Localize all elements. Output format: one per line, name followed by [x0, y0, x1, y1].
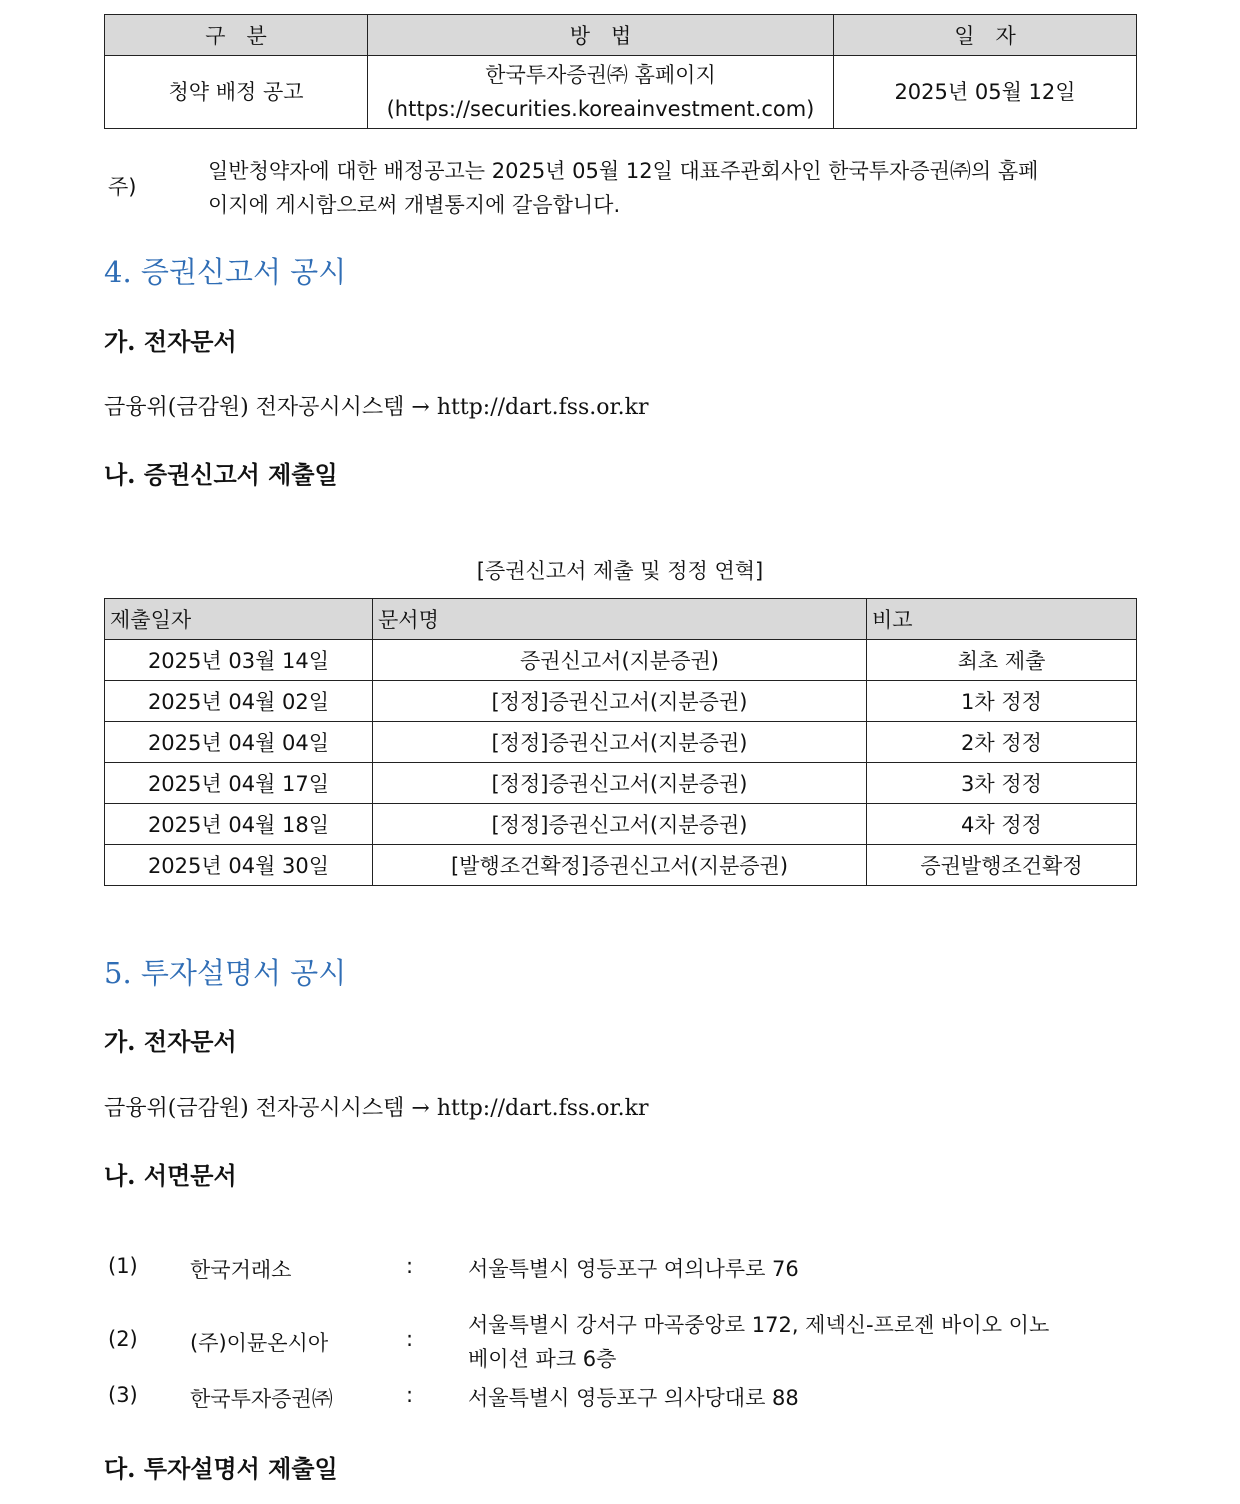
cell-remarks: 4차 정정	[867, 804, 1137, 845]
item-name: 한국거래소	[190, 1258, 292, 1282]
item-name: 한국투자증권㈜	[190, 1387, 333, 1411]
cell-method	[368, 56, 834, 129]
table-row	[105, 640, 1137, 681]
cell-date: 2025년 04월 04일	[105, 722, 373, 763]
header-method: 방 법	[368, 15, 834, 56]
cell-document: [정정]증권신고서(지분증권)	[373, 722, 867, 763]
address-line-1: 서울특별시 강서구 마곡중앙로 172, 제넥신-프로젠 바이오 이노	[468, 1313, 1050, 1337]
allocation-notice-table	[104, 14, 1137, 129]
cell-document: 증권신고서(지분증권)	[373, 640, 867, 681]
cell-document: [발행조건확정]증권신고서(지분증권)	[373, 845, 867, 886]
item-number: (1)	[108, 1254, 138, 1278]
method-line-2: (https://securities.koreainvestment.com)	[386, 97, 815, 121]
item-colon: :	[406, 1327, 414, 1351]
header-remarks: 비고	[867, 599, 1137, 640]
table-header-row	[105, 599, 1137, 640]
table-header-row	[105, 15, 1137, 56]
table-row	[105, 681, 1137, 722]
header-document-name: 문서명	[373, 599, 867, 640]
item-colon: :	[406, 1383, 414, 1407]
filing-history-table	[104, 598, 1137, 886]
list-item	[104, 1381, 1136, 1415]
section-5-electronic-line: 금융위(금감원) 전자공시시스템 → http://dart.fss.or.kr	[104, 1096, 649, 1121]
address-line-1: 서울특별시 영등포구 의사당대로 88	[468, 1386, 799, 1410]
cell-remarks: 2차 정정	[867, 722, 1137, 763]
header-date: 일 자	[834, 15, 1137, 56]
address-line-1: 서울특별시 영등포구 여의나루로 76	[468, 1257, 799, 1281]
cell-remarks: 1차 정정	[867, 681, 1137, 722]
item-address	[468, 1308, 1136, 1376]
table-row	[105, 56, 1137, 129]
cell-date: 2025년 04월 17일	[105, 763, 373, 804]
header-filing-date: 제출일자	[105, 599, 373, 640]
section-5-title: 5. 투자설명서 공시	[104, 956, 347, 990]
cell-date: 2025년 04월 30일	[105, 845, 373, 886]
item-name: (주)이뮨온시아	[190, 1331, 329, 1355]
header-category: 구 분	[105, 15, 368, 56]
list-item	[104, 1308, 1136, 1376]
table-row	[105, 804, 1137, 845]
section-5-sub-c: 다. 투자설명서 제출일	[104, 1454, 338, 1483]
cell-document: [정정]증권신고서(지분증권)	[373, 681, 867, 722]
footnote-text	[208, 154, 1136, 222]
list-item	[104, 1252, 1136, 1286]
cell-document: [정정]증권신고서(지분증권)	[373, 804, 867, 845]
section-5-sub-b: 나. 서면문서	[104, 1161, 237, 1190]
cell-remarks: 증권발행조건확정	[867, 845, 1137, 886]
method-line-1: 한국투자증권㈜ 홈페이지	[485, 63, 716, 87]
section-4-sub-a: 가. 전자문서	[104, 327, 237, 356]
table-row	[105, 722, 1137, 763]
cell-date: 2025년 03월 14일	[105, 640, 373, 681]
cell-date: 2025년 04월 02일	[105, 681, 373, 722]
cell-document: [정정]증권신고서(지분증권)	[373, 763, 867, 804]
cell-date: 2025년 05월 12일	[834, 56, 1137, 129]
table-row	[105, 845, 1137, 886]
item-number: (2)	[108, 1327, 138, 1351]
cell-remarks: 3차 정정	[867, 763, 1137, 804]
item-colon: :	[406, 1254, 414, 1278]
cell-date: 2025년 04월 18일	[105, 804, 373, 845]
cell-remarks: 최초 제출	[867, 640, 1137, 681]
footnote-line-2: 이지에 게시함으로써 개별통지에 갈음합니다.	[208, 193, 621, 217]
table-row	[105, 763, 1137, 804]
footnote	[104, 154, 1136, 224]
item-address	[468, 1252, 1136, 1286]
filing-history-caption: [증권신고서 제출 및 정정 연혁]	[476, 559, 764, 583]
address-line-2: 베이션 파크 6층	[468, 1347, 617, 1371]
section-4-title: 4. 증권신고서 공시	[104, 255, 347, 289]
footnote-line-1: 일반청약자에 대한 배정공고는 2025년 05월 12일 대표주관회사인 한국투자증권㈜의 홈페	[208, 159, 1039, 183]
section-4-electronic-line: 금융위(금감원) 전자공시시스템 → http://dart.fss.or.kr	[104, 395, 649, 420]
section-5-sub-a: 가. 전자문서	[104, 1027, 237, 1056]
item-number: (3)	[108, 1383, 138, 1407]
section-4-sub-b: 나. 증권신고서 제출일	[104, 460, 338, 489]
cell-category: 청약 배정 공고	[105, 56, 368, 129]
document-page	[104, 14, 1136, 1483]
footnote-mark: 주)	[108, 175, 137, 199]
item-address	[468, 1381, 1136, 1415]
